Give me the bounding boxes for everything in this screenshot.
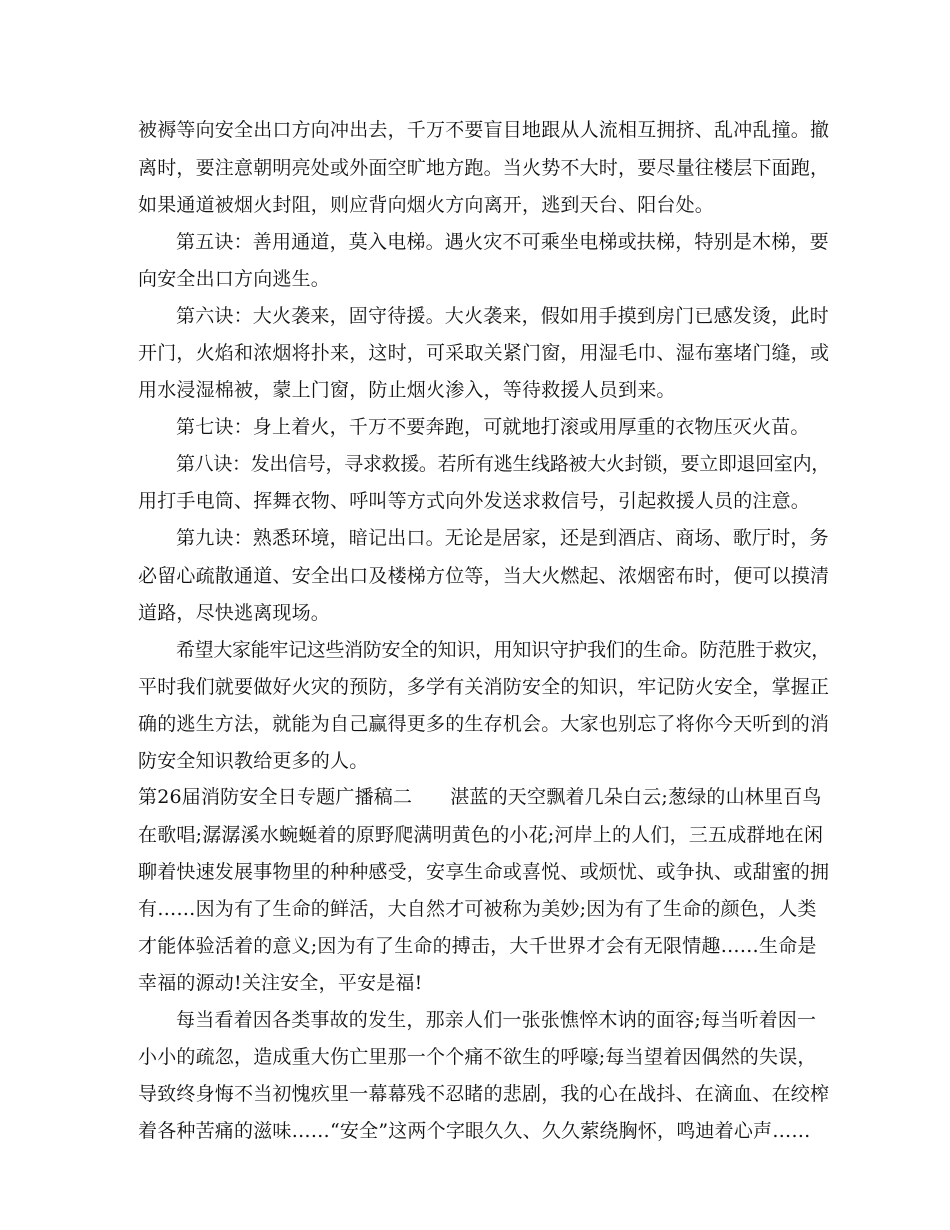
text-line: 离时，要注意朝明亮处或外面空旷地方跑。当火势不大时，要尽量往楼层下面跑， [138,157,830,179]
text-line: 第八诀：发出信号，寻求救援。若所有逃生线路被大火封锁，要立即退回室内， [176,453,830,475]
text-line: 如果通道被烟火封阻，则应背向烟火方向离开，逃到天台、阳台处。 [138,194,715,216]
text-line: 在歌唱;潺潺溪水蜿蜒着的原野爬满明黄色的小花;河岸上的人们，三五成群地在闲 [138,824,824,846]
text-line: 道路，尽快逃离现场。 [138,602,331,624]
text-line: 着各种苦痛的滋味……“安全”这两个字眼久久、久久萦绕胸怀，鸣迪着心声…… [138,1120,811,1142]
text-line: 聊着快速发展事物里的种种感受，安享生命或喜悦、或烦忧、或争执、或甜蜜的拥 [138,861,830,883]
broadcast-title: 第26届消防安全日专题广播稿二 [138,786,413,808]
text-line: 被褥等向安全出口方向冲出去，千万不要盲目地跟从人流相互拥挤、乱冲乱撞。撤 [138,119,830,141]
text-line: 用打手电筒、挥舞衣物、呼叫等方式向外发送求救信号，引起救援人员的注意。 [138,490,811,512]
heading-line [138,785,822,809]
text-line: 小小的疏忽，造成重大伤亡里那一个个痛不欲生的呼嚎;每当望着因偶然的失误， [138,1046,817,1068]
text-line: 向安全出口方向逃生。 [138,268,331,290]
text-line: 导致终身悔不当初愧疚里一幕幕残不忍睹的悲剧，我的心在战抖、在滴血、在绞榨 [138,1083,830,1105]
text-line: 幸福的源动!关注安全，平安是福! [138,972,423,994]
text-line: 开门，火焰和浓烟将扑来，这时，可采取关紧门窗，用湿毛巾、湿布塞堵门缝，或 [138,342,830,364]
text-line: 第五诀：善用通道，莫入电梯。遇火灾不可乘坐电梯或扶梯，特别是木梯，要 [176,231,829,253]
text-line: 平时我们就要做好火灾的预防，多学有关消防安全的知识，牢记防火安全，掌握正 [138,676,830,698]
text-segment: 湛蓝的天空飘着几朵白云;葱绿的山林里百鸟 [450,786,822,808]
text-line: 有……因为有了生命的鲜活，大自然才可被称为美妙;因为有了生命的颜色，人类 [138,898,817,920]
text-line: 希望大家能牢记这些消防安全的知识，用知识守护我们的生命。防范胜于救灾， [176,639,830,661]
text-line: 第七诀：身上着火，千万不要奔跑，可就地打滚或用厚重的衣物压灭火苗。 [176,416,810,438]
text-line: 每当看着因各类事故的发生，那亲人们一张张憔悴木讷的面容;每当听着因一 [176,1009,817,1031]
text-line: 用水浸湿棉被，蒙上门窗，防止烟火渗入，等待救援人员到来。 [138,379,676,401]
text-line: 防安全知识教给更多的人。 [138,750,369,772]
text-line: 第九诀：熟悉环境，暗记出口。无论是居家，还是到酒店、商场、歌厅时，务 [176,527,829,549]
text-line: 第六诀：大火袭来，固守待援。大火袭来，假如用手摸到房门已感发烫，此时 [176,305,829,327]
text-line: 必留心疏散通道、安全出口及楼梯方位等，当大火燃起、浓烟密布时，便可以摸清 [138,565,830,587]
text-line: 才能体验活着的意义;因为有了生命的搏击，大千世界才会有无限情趣……生命是 [138,935,817,957]
text-line: 确的逃生方法，就能为自己赢得更多的生存机会。大家也别忘了将你今天听到的消 [138,713,830,735]
